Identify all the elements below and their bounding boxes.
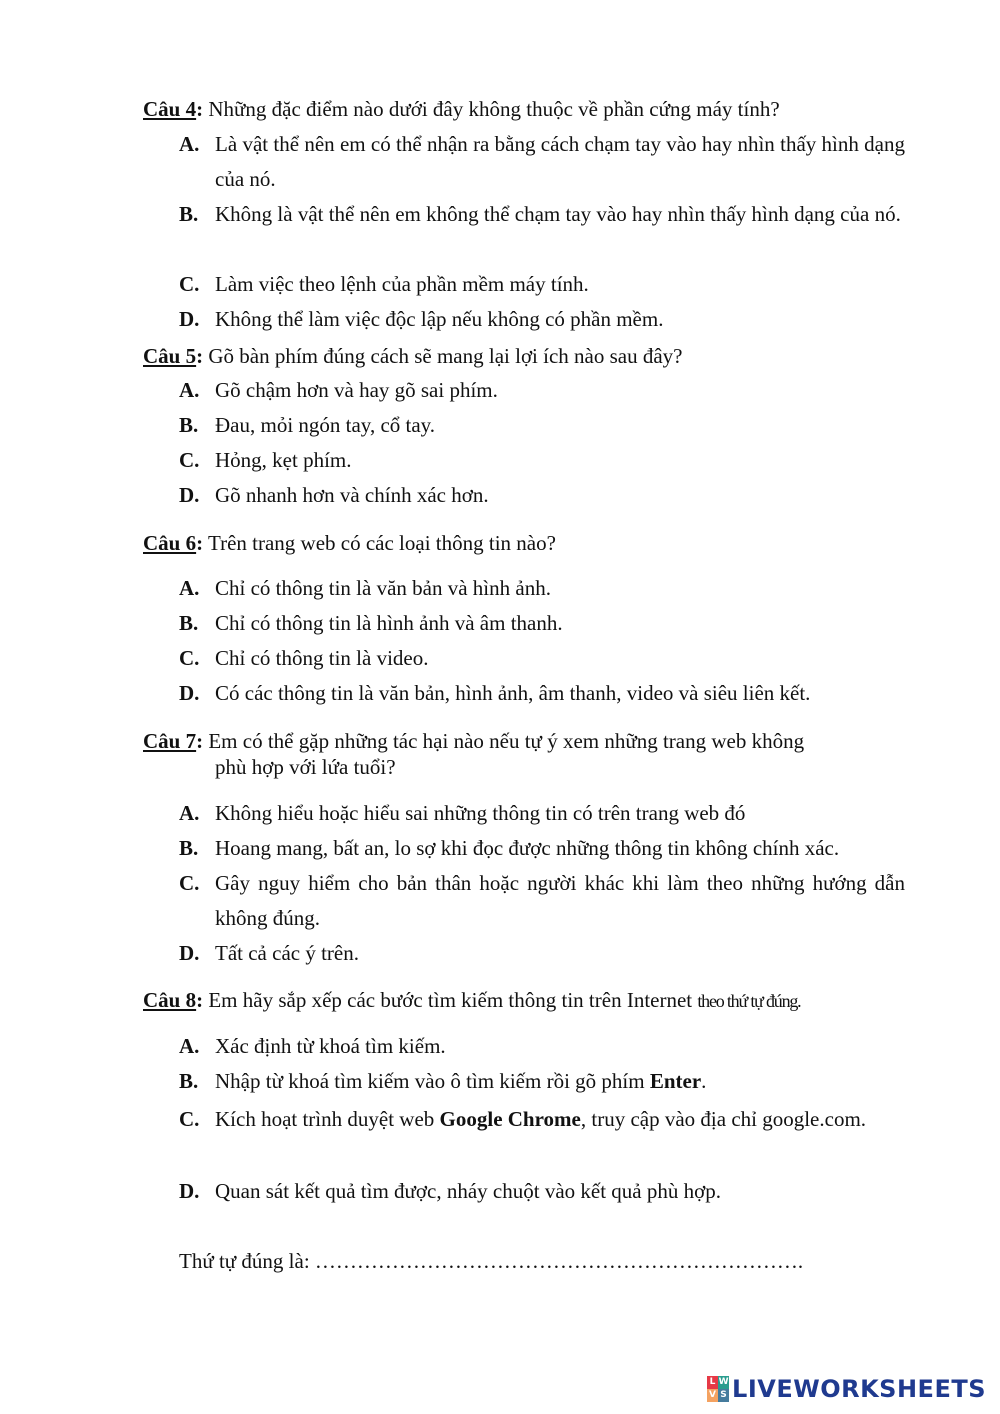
- question-number: Câu 4: [143, 97, 197, 121]
- question-text: Gõ bàn phím đúng cách sẽ mang lại lợi ích nào sau đây?: [203, 344, 683, 368]
- question-text-squeezed: theo thứ tự đúng.: [697, 991, 801, 1011]
- option-4b[interactable]: B. Không là vật thể nên em không thể chạm tay vào hay nhìn thấy hình dạng của nó.: [179, 202, 901, 226]
- option-8b[interactable]: B. Nhập từ khoá tìm kiếm vào ô tìm kiếm rồi gõ phím Enter.: [179, 1069, 707, 1093]
- question-5: Câu 5: Gõ bàn phím đúng cách sẽ mang lại lợi ích nào sau đây?: [143, 344, 683, 368]
- enter-key-label: Enter: [649, 1069, 702, 1093]
- option-7d[interactable]: D. Tất cả các ý trên.: [179, 941, 359, 965]
- question-number: Câu 5: [143, 344, 197, 368]
- option-5d[interactable]: D. Gõ nhanh hơn và chính xác hơn.: [179, 483, 489, 507]
- question-number: Câu 6: [143, 531, 197, 555]
- question-number: Câu 7: [143, 729, 197, 753]
- option-6b[interactable]: B. Chỉ có thông tin là hình ảnh và âm thanh.: [179, 611, 563, 635]
- logo-tile: L: [707, 1376, 718, 1389]
- option-6d[interactable]: D. Có các thông tin là văn bản, hình ảnh, âm thanh, video và siêu liên kết.: [179, 681, 811, 705]
- option-6a[interactable]: A. Chỉ có thông tin là văn bản và hình ảnh.: [179, 576, 551, 600]
- question-7: Câu 7: Em có thể gặp những tác hại nào nếu tự ý xem những trang web không phù hợp với lứa tuổi?: [143, 728, 905, 780]
- option-7a[interactable]: A. Không hiểu hoặc hiểu sai những thông tin có trên trang web đó: [179, 801, 746, 825]
- option-7b[interactable]: B. Hoang mang, bất an, lo sợ khi đọc được những thông tin không chính xác.: [179, 836, 840, 860]
- logo-tile: S: [718, 1389, 729, 1402]
- liveworksheets-icon: [707, 1376, 729, 1402]
- logo-tile: V: [707, 1389, 718, 1402]
- question-6: Câu 6: Trên trang web có các loại thông tin nào?: [143, 531, 556, 555]
- logo-text: LIVEWORKSHEETS: [732, 1375, 986, 1403]
- option-4a[interactable]: A. Là vật thể nên em có thể nhận ra bằng cách chạm tay vào hay nhìn thấy hình dạng của nó.: [179, 132, 905, 191]
- answer-line[interactable]: Thứ tự đúng là: …………………………………………………………….: [179, 1249, 804, 1273]
- option-7c[interactable]: C. Gây nguy hiểm cho bản thân hoặc người khác khi làm theo những hướng dẫn không đúng.: [179, 871, 905, 930]
- question-text: Trên trang web có các loại thông tin nào?: [203, 531, 556, 555]
- browser-name: Google Chrome: [439, 1107, 581, 1131]
- logo-tile: W: [718, 1377, 729, 1387]
- question-text: Em có thể gặp những tác hại nào nếu tự ý xem những trang web không: [203, 729, 805, 753]
- option-4d[interactable]: D. Không thể làm việc độc lập nếu không có phần mềm.: [179, 307, 664, 331]
- question-text-continued: phù hợp với lứa tuổi?: [215, 755, 396, 779]
- option-4c[interactable]: C. Làm việc theo lệnh của phần mềm máy tính.: [179, 272, 589, 296]
- question-4: Câu 4: Những đặc điểm nào dưới đây không thuộc về phần cứng máy tính?: [143, 97, 780, 121]
- option-5a[interactable]: A. Gõ chậm hơn và hay gõ sai phím.: [179, 378, 498, 402]
- option-8a[interactable]: A. Xác định từ khoá tìm kiếm.: [179, 1034, 446, 1058]
- question-text: Em hãy sắp xếp các bước tìm kiếm thông tin trên Internet: [203, 988, 698, 1012]
- option-8d[interactable]: D. Quan sát kết quả tìm được, nháy chuột vào kết quả phù hợp.: [179, 1179, 721, 1203]
- option-5c[interactable]: C. Hỏng, kẹt phím.: [179, 448, 352, 472]
- liveworksheets-logo: [707, 1374, 986, 1404]
- question-number: Câu 8: [143, 988, 197, 1012]
- option-6c[interactable]: C. Chỉ có thông tin là video.: [179, 646, 429, 670]
- option-5b[interactable]: B. Đau, mỏi ngón tay, cổ tay.: [179, 413, 436, 437]
- question-text: Những đặc điểm nào dưới đây không thuộc về phần cứng máy tính?: [203, 97, 780, 121]
- option-8c[interactable]: C. Kích hoạt trình duyệt web Google Chrome, truy cập vào địa chỉ google.com.: [179, 1107, 867, 1131]
- question-8: Câu 8: Em hãy sắp xếp các bước tìm kiếm thông tin trên Internet theo thứ tự đúng.: [143, 988, 801, 1012]
